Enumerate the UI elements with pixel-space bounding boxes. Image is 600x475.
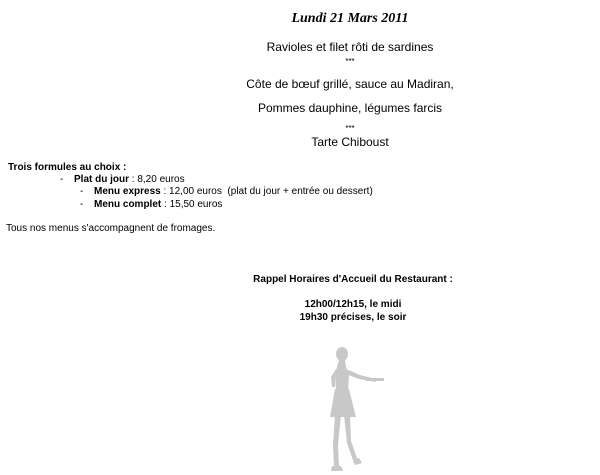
menu-separator: *** [345,57,355,66]
menu-starter: Ravioles et filet rôti de sardines [266,40,434,54]
formula-note: (plat du jour + entrée ou dessert) [227,186,373,197]
list-dash: - [80,199,84,210]
formula-price: : 8,20 euros [129,174,185,185]
accompaniment-note: Tous nos menus s'accompagnent de fromages. [6,223,216,234]
formulas-title: Trois formules au choix : [8,162,127,173]
menu-dessert: Tarte Chiboust [311,135,389,149]
formula-name: Menu complet [94,199,162,210]
menu-sides: Pommes dauphine, légumes farcis [257,101,443,115]
menu-main-course: Côte de bœuf grillé, sauce au Madiran, [246,77,454,91]
formula-menu-express [80,186,373,197]
formula-menu-complet [80,199,222,210]
list-dash: - [80,186,84,197]
formula-plat-du-jour [60,174,185,185]
waitress-silhouette-icon [318,345,398,475]
formula-price: : 15,50 euros [161,199,223,210]
menu-date: Lundi 21 Mars 2011 [291,11,409,26]
formula-price: : 12,00 euros [160,186,222,197]
hours-midi: 12h00/12h15, le midi [304,299,402,310]
hours-title: Rappel Horaires d'Accueil du Restaurant : [253,274,453,285]
formula-name: Plat du jour [74,174,129,185]
menu-separator: *** [345,124,355,133]
hours-soir: 19h30 précises, le soir [299,312,407,323]
list-dash: - [60,174,64,185]
formula-name: Menu express [94,186,161,197]
